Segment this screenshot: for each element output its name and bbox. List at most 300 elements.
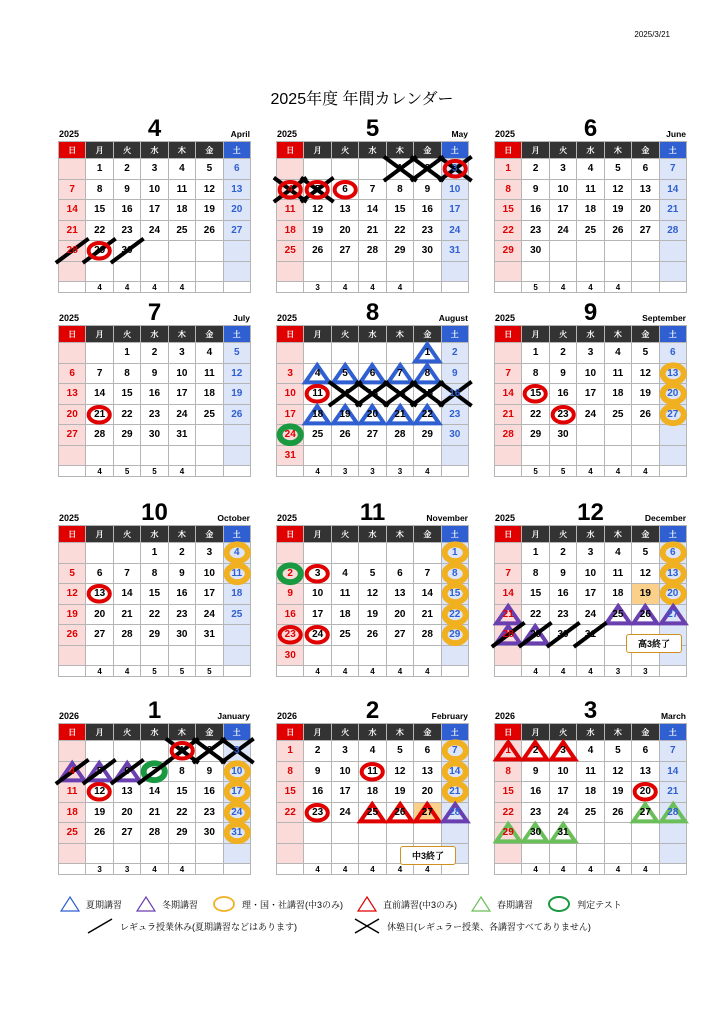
day-cell xyxy=(169,543,196,564)
day-cell xyxy=(196,159,223,180)
day-number: 23 xyxy=(530,224,542,236)
day-number: 21 xyxy=(421,608,433,620)
empty-cell xyxy=(141,844,168,865)
day-cell xyxy=(522,425,549,446)
month-header xyxy=(494,499,687,526)
day-cell xyxy=(277,564,304,585)
empty-cell xyxy=(224,425,251,446)
month-year: 2026 xyxy=(495,711,516,721)
day-number: 28 xyxy=(394,429,406,441)
day-cell xyxy=(277,180,304,201)
empty-cell xyxy=(522,646,549,667)
day-cell xyxy=(387,741,414,762)
day-number: 15 xyxy=(284,786,296,798)
day-cell xyxy=(387,605,414,626)
day-number: 22 xyxy=(530,608,542,620)
day-number: 7 xyxy=(670,163,676,175)
day-cell xyxy=(141,823,168,844)
empty-cell xyxy=(86,343,113,364)
day-number: 31 xyxy=(284,449,296,461)
day-cell xyxy=(414,625,441,646)
day-number: 13 xyxy=(394,588,406,600)
day-number: 22 xyxy=(502,224,514,236)
empty-cell xyxy=(114,446,141,467)
day-cell xyxy=(114,343,141,364)
day-cell xyxy=(114,762,141,783)
day-cell xyxy=(632,803,659,824)
day-cell xyxy=(141,405,168,426)
empty-cell xyxy=(169,241,196,262)
class-count: 3 xyxy=(387,466,414,477)
month-grid xyxy=(58,325,251,477)
day-cell xyxy=(86,241,113,262)
day-cell xyxy=(169,741,196,762)
day-number: 10 xyxy=(557,765,569,777)
empty-cell xyxy=(304,343,331,364)
day-number: 1 xyxy=(397,163,403,175)
weekday-header: 土 xyxy=(442,142,469,159)
empty-cell xyxy=(660,425,687,446)
day-number: 7 xyxy=(397,367,403,379)
day-number: 30 xyxy=(530,245,542,257)
legend xyxy=(60,893,700,937)
empty-cell xyxy=(442,646,469,667)
empty-cell xyxy=(632,262,659,283)
day-number: 13 xyxy=(94,588,106,600)
day-cell xyxy=(495,180,522,201)
day-number: 29 xyxy=(121,429,133,441)
class-count: 4 xyxy=(359,666,386,677)
day-number: 24 xyxy=(584,408,597,420)
day-cell xyxy=(605,605,632,626)
empty-cell xyxy=(632,241,659,262)
day-number: 14 xyxy=(366,204,379,216)
day-cell xyxy=(387,584,414,605)
note-february: 中3終了 xyxy=(400,846,456,865)
empty-cell xyxy=(414,262,441,283)
day-number: 11 xyxy=(612,367,624,379)
day-number: 2 xyxy=(287,567,293,579)
weekday-header: 火 xyxy=(114,724,141,741)
day-cell xyxy=(550,741,577,762)
day-cell xyxy=(86,159,113,180)
class-count xyxy=(495,466,522,477)
day-number: 20 xyxy=(667,588,679,600)
day-cell xyxy=(304,405,331,426)
day-number: 16 xyxy=(557,388,569,400)
day-number: 10 xyxy=(284,388,296,400)
day-number: 12 xyxy=(366,588,379,600)
day-number: 14 xyxy=(94,388,106,400)
month-2026-1 xyxy=(58,697,251,875)
day-number: 4 xyxy=(287,183,293,195)
day-number: 11 xyxy=(585,765,596,777)
day-number: 1 xyxy=(452,547,458,559)
day-number: 23 xyxy=(148,408,161,420)
empty-cell xyxy=(277,844,304,865)
month-header xyxy=(276,299,469,326)
day-cell xyxy=(59,425,86,446)
day-number: 16 xyxy=(449,388,461,400)
empty-cell xyxy=(550,646,577,667)
weekday-header: 土 xyxy=(660,526,687,543)
empty-cell xyxy=(495,543,522,564)
day-cell xyxy=(605,221,632,242)
empty-cell xyxy=(332,646,359,667)
day-cell xyxy=(332,221,359,242)
day-cell xyxy=(660,762,687,783)
day-number: 22 xyxy=(421,408,433,420)
weekday-header: 水 xyxy=(359,526,386,543)
day-number: 24 xyxy=(312,629,324,641)
day-number: 26 xyxy=(612,806,624,818)
month-header xyxy=(276,697,469,724)
day-number: 8 xyxy=(424,367,431,379)
day-cell xyxy=(577,584,604,605)
class-count: 5 xyxy=(169,666,196,677)
weekday-header: 土 xyxy=(224,526,251,543)
day-cell xyxy=(495,625,522,646)
day-number: 9 xyxy=(532,765,539,777)
weekday-header: 水 xyxy=(577,326,604,343)
day-number: 30 xyxy=(148,429,161,441)
legend-noclass-label: レギュラ授業休み(夏期講習などはあります) xyxy=(120,921,297,932)
empty-cell xyxy=(304,646,331,667)
empty-cell xyxy=(359,646,386,667)
empty-cell xyxy=(605,844,632,865)
day-cell xyxy=(196,221,223,242)
day-number: 3 xyxy=(560,745,566,757)
day-cell xyxy=(414,564,441,585)
day-number: 19 xyxy=(94,806,106,818)
day-cell xyxy=(495,782,522,803)
day-cell xyxy=(277,782,304,803)
day-cell xyxy=(495,741,522,762)
day-number: 5 xyxy=(397,745,403,757)
weekday-header: 木 xyxy=(605,724,632,741)
month-name: October xyxy=(217,513,250,523)
day-cell xyxy=(59,405,86,426)
day-number: 19 xyxy=(66,608,78,620)
day-number: 13 xyxy=(421,765,433,777)
day-number: 2 xyxy=(452,347,458,359)
day-cell xyxy=(660,564,687,585)
day-cell xyxy=(387,625,414,646)
day-cell xyxy=(550,159,577,180)
day-cell xyxy=(414,241,441,262)
month-name: August xyxy=(438,313,468,323)
day-number: 15 xyxy=(148,588,161,600)
day-number: 11 xyxy=(312,388,323,400)
day-cell xyxy=(632,741,659,762)
cross-icon xyxy=(353,918,381,934)
day-cell xyxy=(277,605,304,626)
day-number: 16 xyxy=(148,388,161,400)
day-cell xyxy=(442,180,469,201)
class-count: 5 xyxy=(141,666,168,677)
day-number: 21 xyxy=(502,408,514,420)
day-cell xyxy=(114,605,141,626)
month-2025-4 xyxy=(58,115,251,293)
day-cell xyxy=(495,159,522,180)
day-number: 19 xyxy=(612,786,624,798)
day-cell xyxy=(442,803,469,824)
day-cell xyxy=(359,605,386,626)
day-cell xyxy=(522,364,549,385)
month-header xyxy=(58,299,251,326)
day-cell xyxy=(86,200,113,221)
empty-cell xyxy=(577,262,604,283)
day-cell xyxy=(304,384,331,405)
empty-cell xyxy=(577,425,604,446)
day-number: 31 xyxy=(231,827,243,839)
day-number: 22 xyxy=(121,408,133,420)
class-count: 3 xyxy=(359,466,386,477)
weekday-header: 月 xyxy=(86,526,113,543)
day-cell xyxy=(414,782,441,803)
day-cell xyxy=(660,343,687,364)
day-number: 15 xyxy=(421,388,433,400)
day-number: 15 xyxy=(530,588,542,600)
class-count: 4 xyxy=(304,666,331,677)
empty-cell xyxy=(86,741,113,762)
empty-cell xyxy=(387,823,414,844)
day-cell xyxy=(114,180,141,201)
weekday-header: 土 xyxy=(442,526,469,543)
empty-cell xyxy=(277,343,304,364)
empty-cell xyxy=(141,741,168,762)
day-number: 18 xyxy=(339,608,351,620)
day-cell xyxy=(522,384,549,405)
slash-icon xyxy=(86,918,114,934)
day-number: 12 xyxy=(231,367,243,379)
day-number: 2 xyxy=(532,745,539,757)
weekday-header: 水 xyxy=(577,526,604,543)
day-cell xyxy=(387,782,414,803)
month-header xyxy=(494,697,687,724)
day-number: 19 xyxy=(639,588,651,600)
day-number: 14 xyxy=(502,388,514,400)
day-number: 30 xyxy=(203,827,215,839)
day-number: 21 xyxy=(502,608,514,620)
day-number: 29 xyxy=(394,245,406,257)
empty-cell xyxy=(577,844,604,865)
class-count: 4 xyxy=(86,466,113,477)
day-cell xyxy=(169,605,196,626)
day-number: 6 xyxy=(69,367,75,379)
day-number: 4 xyxy=(587,745,594,757)
day-cell xyxy=(414,405,441,426)
day-cell xyxy=(277,446,304,467)
day-cell xyxy=(332,405,359,426)
day-cell xyxy=(304,564,331,585)
day-number: 19 xyxy=(231,388,243,400)
day-cell xyxy=(332,364,359,385)
note-december: 高3終了 xyxy=(626,634,682,653)
day-number: 14 xyxy=(667,183,679,195)
day-number: 20 xyxy=(121,806,133,818)
day-number: 20 xyxy=(339,224,351,236)
day-cell xyxy=(169,584,196,605)
day-cell xyxy=(359,384,386,405)
day-number: 11 xyxy=(176,183,188,195)
day-number: 20 xyxy=(231,204,243,216)
day-cell xyxy=(577,782,604,803)
day-number: 21 xyxy=(366,224,379,236)
day-cell xyxy=(660,180,687,201)
empty-cell xyxy=(332,823,359,844)
day-number: 31 xyxy=(176,429,188,441)
day-number: 17 xyxy=(231,786,243,798)
class-count: 4 xyxy=(550,282,577,293)
day-cell xyxy=(114,782,141,803)
class-count: 4 xyxy=(605,864,632,875)
weekday-header: 火 xyxy=(550,326,577,343)
day-number: 4 xyxy=(206,347,213,359)
empty-cell xyxy=(495,646,522,667)
day-number: 26 xyxy=(394,806,406,818)
day-cell xyxy=(522,343,549,364)
class-count: 4 xyxy=(114,282,141,293)
day-number: 20 xyxy=(421,786,433,798)
month-year: 2025 xyxy=(277,129,298,139)
empty-cell xyxy=(332,446,359,467)
day-cell xyxy=(169,564,196,585)
day-cell xyxy=(387,564,414,585)
day-number: 24 xyxy=(284,429,296,441)
day-cell xyxy=(224,159,251,180)
day-number: 9 xyxy=(532,183,539,195)
day-cell xyxy=(86,384,113,405)
weekday-header: 火 xyxy=(332,142,359,159)
empty-cell xyxy=(114,844,141,865)
class-count: 4 xyxy=(522,864,549,875)
day-cell xyxy=(332,762,359,783)
weekday-header: 火 xyxy=(332,326,359,343)
empty-cell xyxy=(114,543,141,564)
class-count: 3 xyxy=(605,666,632,677)
legend-science xyxy=(212,896,343,912)
empty-cell xyxy=(359,844,386,865)
weekday-header: 金 xyxy=(632,326,659,343)
day-cell xyxy=(277,405,304,426)
day-number: 4 xyxy=(179,163,185,175)
month-grid xyxy=(58,723,251,875)
empty-cell xyxy=(141,262,168,283)
day-cell xyxy=(577,384,604,405)
empty-cell xyxy=(577,446,604,467)
class-count xyxy=(59,282,86,293)
day-number: 22 xyxy=(502,806,514,818)
day-number: 28 xyxy=(94,429,106,441)
day-cell xyxy=(359,584,386,605)
class-count xyxy=(224,864,251,875)
class-count: 4 xyxy=(550,864,577,875)
day-number: 3 xyxy=(287,367,293,379)
empty-cell xyxy=(114,262,141,283)
day-number: 3 xyxy=(234,745,240,757)
day-cell xyxy=(495,803,522,824)
weekday-header: 木 xyxy=(169,526,196,543)
day-cell xyxy=(141,221,168,242)
empty-cell xyxy=(59,844,86,865)
day-number: 10 xyxy=(148,183,161,195)
class-count xyxy=(59,466,86,477)
day-cell xyxy=(522,180,549,201)
month-year: 2025 xyxy=(277,513,298,523)
day-cell xyxy=(277,425,304,446)
day-cell xyxy=(304,221,331,242)
class-count xyxy=(495,282,522,293)
weekday-header: 金 xyxy=(196,142,223,159)
day-cell xyxy=(522,605,549,626)
day-cell xyxy=(577,180,604,201)
weekday-header: 水 xyxy=(141,142,168,159)
day-cell xyxy=(495,762,522,783)
day-cell xyxy=(605,762,632,783)
day-cell xyxy=(359,364,386,385)
day-number: 8 xyxy=(287,765,293,777)
empty-cell xyxy=(495,446,522,467)
class-count: 4 xyxy=(141,864,168,875)
empty-cell xyxy=(141,646,168,667)
day-number: 12 xyxy=(312,204,324,216)
empty-cell xyxy=(196,241,223,262)
class-count: 4 xyxy=(86,282,113,293)
empty-cell xyxy=(632,425,659,446)
day-number: 25 xyxy=(66,827,78,839)
day-number: 12 xyxy=(639,567,651,579)
day-number: 21 xyxy=(667,204,679,216)
weekday-header: 金 xyxy=(414,526,441,543)
day-cell xyxy=(550,584,577,605)
day-number: 30 xyxy=(530,827,542,839)
empty-cell xyxy=(59,159,86,180)
class-count xyxy=(59,864,86,875)
day-cell xyxy=(59,803,86,824)
empty-cell xyxy=(605,823,632,844)
class-count: 3 xyxy=(304,282,331,293)
day-number: 28 xyxy=(667,806,679,818)
day-number: 16 xyxy=(284,608,296,620)
day-number: 26 xyxy=(231,408,243,420)
day-number: 8 xyxy=(397,183,403,195)
day-cell xyxy=(304,782,331,803)
day-cell xyxy=(442,625,469,646)
day-number: 23 xyxy=(176,608,188,620)
weekday-header: 日 xyxy=(277,326,304,343)
empty-cell xyxy=(196,446,223,467)
day-number: 29 xyxy=(530,629,542,641)
day-number: 25 xyxy=(203,408,215,420)
class-count xyxy=(277,666,304,677)
day-number: 12 xyxy=(639,367,651,379)
month-grid xyxy=(494,525,687,677)
day-number: 14 xyxy=(121,588,133,600)
weekday-header: 金 xyxy=(196,724,223,741)
month-grid xyxy=(494,325,687,477)
weekday-header: 日 xyxy=(277,526,304,543)
empty-cell xyxy=(196,844,223,865)
day-number: 13 xyxy=(121,786,133,798)
month-year: 2026 xyxy=(59,711,80,721)
month-grid xyxy=(494,141,687,293)
day-number: 7 xyxy=(369,183,376,195)
day-cell xyxy=(442,200,469,221)
weekday-header: 月 xyxy=(304,326,331,343)
day-number: 9 xyxy=(452,367,458,379)
day-number: 17 xyxy=(557,204,569,216)
